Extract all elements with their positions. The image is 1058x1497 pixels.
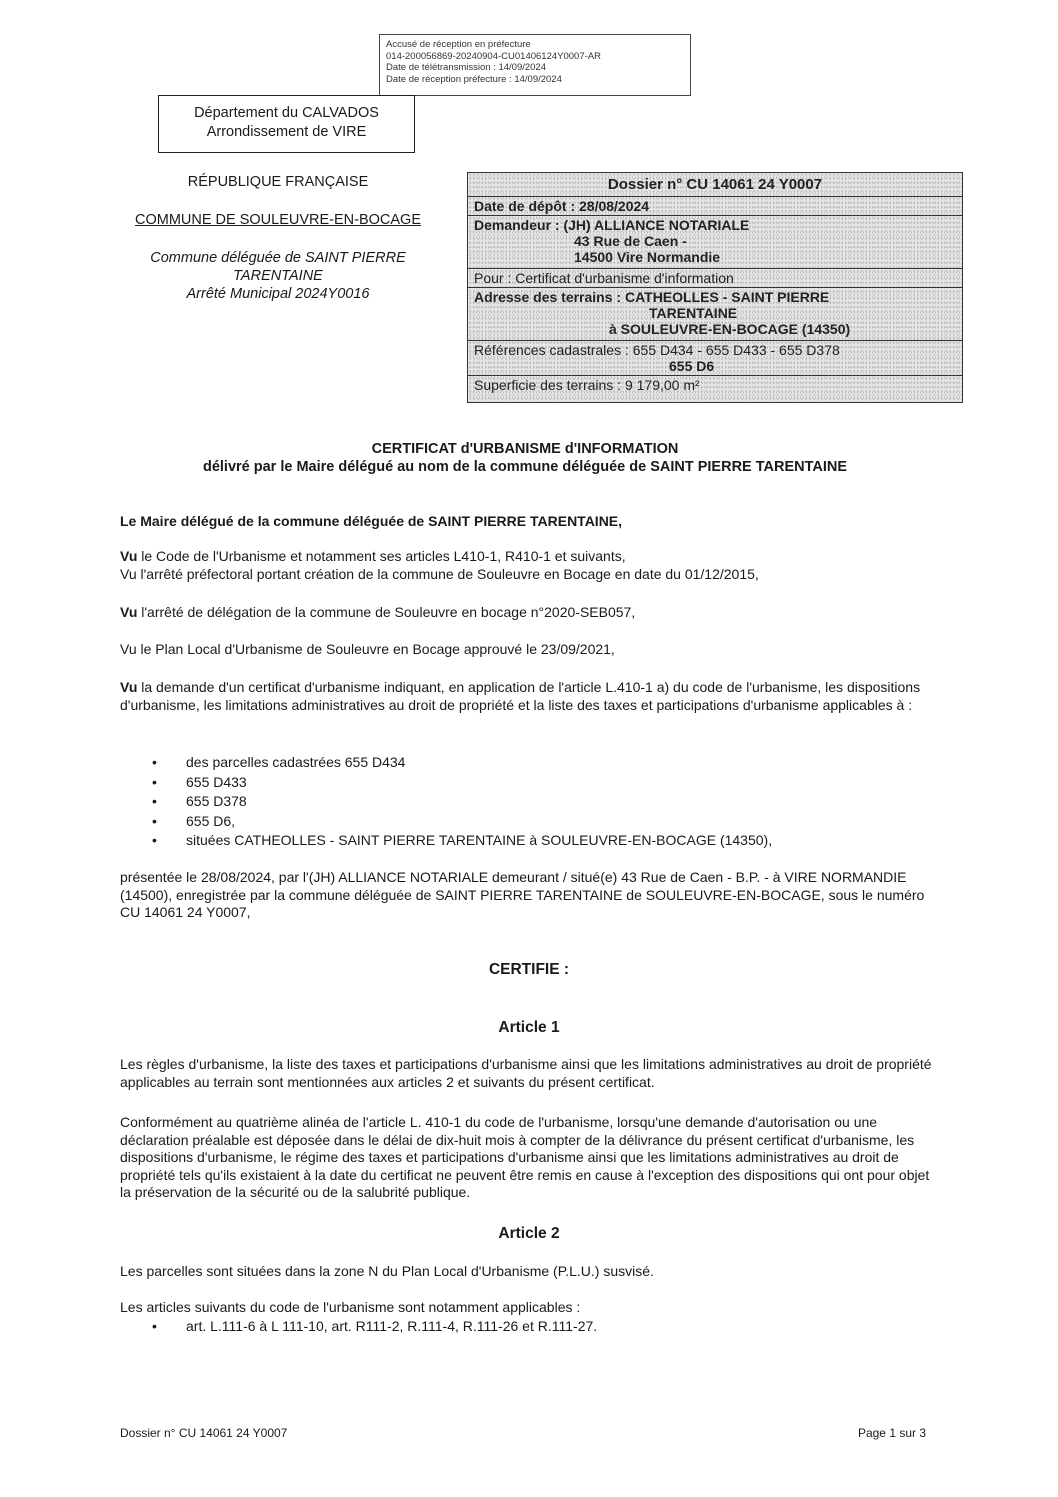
land-area: Superficie des terrains : 9 179,00 m² bbox=[474, 377, 700, 393]
vu-prefectoral-text: Vu l'arrêté préfectoral portant création de la commune de Souleuvre en Bocage en date du 01/12/2015, bbox=[120, 565, 759, 582]
delegated-commune-line: Commune déléguée de SAINT PIERRE bbox=[150, 250, 406, 266]
request-purpose: Pour : Certificat d'urbanisme d'information bbox=[468, 269, 962, 288]
article-2-paragraph-1: Les parcelles sont situées dans la zone N du Plan Local d'Urbanisme (P.L.U.) susvisé. bbox=[120, 1263, 654, 1279]
vu-delegation-block bbox=[120, 604, 932, 622]
arrondissement-name: Arrondissement de VIRE bbox=[206, 124, 367, 140]
list-item: • 655 D378 bbox=[150, 792, 930, 812]
certificate-subtitle-line: délivré par le Maire délégué au nom de la commune déléguée de SAINT PIERRE TARENTAINE bbox=[202, 459, 848, 475]
land-address-line: Adresse des terrains : CATHEOLLES - SAINT PIERRE bbox=[474, 289, 830, 305]
delegated-commune-block bbox=[118, 249, 438, 303]
vu-plu-text: Vu le Plan Local d'Urbanisme de Souleuvre en Bocage approuvé le 23/09/2021, bbox=[120, 641, 615, 657]
cadastral-refs-line: 655 D6 bbox=[669, 358, 715, 374]
list-item: • des parcelles cadastrées 655 D434 bbox=[150, 753, 930, 773]
stamp-line: Date de réception préfecture : 14/09/2024 bbox=[386, 73, 562, 85]
article-1-paragraph-1: Les règles d'urbanisme, la liste des taxes et participations d'urbanisme ainsi que les limitations administratives au droit de propriété applicables au terrain sont mentionnées aux articles 2 et suivants du présent certificat. bbox=[120, 1056, 932, 1090]
parcel-list bbox=[150, 753, 930, 851]
cadastral-refs-block bbox=[468, 341, 962, 376]
certifie-heading: CERTIFIE : bbox=[488, 961, 570, 978]
prefecture-receipt-stamp bbox=[379, 34, 691, 96]
land-address-line: TARENTAINE bbox=[649, 305, 738, 321]
applicant-name: Demandeur : (JH) ALLIANCE NOTARIALE bbox=[474, 217, 750, 233]
stamp-line: Date de télétransmission : 14/09/2024 bbox=[386, 62, 547, 73]
vu-code-text: le Code de l'Urbanisme et notamment ses articles L410-1, R410-1 et suivants, bbox=[137, 548, 626, 564]
vu-word: Vu bbox=[120, 548, 138, 564]
stamp-line: Accusé de réception en préfecture bbox=[386, 39, 531, 50]
deposit-date: Date de dépôt : 28/08/2024 bbox=[468, 197, 962, 216]
land-address-block bbox=[468, 288, 962, 341]
vu-code-block bbox=[120, 548, 932, 583]
footer-dossier-number: Dossier n° CU 14061 24 Y0007 bbox=[120, 1426, 288, 1440]
list-item: • 655 D6, bbox=[150, 812, 930, 832]
presentation-paragraph: présentée le 28/08/2024, par l'(JH) ALLIANCE NOTARIALE demeurant / situé(e) 43 Rue de Caen - B.P. - à VIRE NORMANDIE (14500), enregistrée par la commune déléguée de SAINT PIERRE TARENTAINE de SOULEUVRE-EN-BOCAGE, sous le numéro CU 14061 24 Y0007, bbox=[120, 869, 925, 920]
applicant-city: 14500 Vire Normandie bbox=[574, 249, 721, 265]
vu-request-text: la demande d'un certificat d'urbanisme indiquant, en application de l'article L.410-1 a) du code de l'urbanisme, les dispositions d'urbanisme, les limitations administratives au droit de propriété et la liste des taxes et participations d'urbanisme applicables à : bbox=[120, 679, 921, 713]
dossier-box bbox=[467, 172, 963, 403]
article-2-paragraph-2: Les articles suivants du code de l'urbanisme sont notamment applicables : bbox=[120, 1299, 581, 1315]
vu-word: Vu bbox=[120, 604, 138, 620]
delegated-commune-line: TARENTAINE bbox=[233, 268, 323, 284]
applicant-street: 43 Rue de Caen - bbox=[574, 233, 687, 249]
article-1-paragraph-2: Conformément au quatrième alinéa de l'article L. 410-1 du code de l'urbanisme, lorsqu'une demande d'autorisation ou une déclaration préalable est déposée dans le délai de dix-huit mois à compter de la délivrance du présent certificat d'urbanisme, les dispositions d'urbanisme, le régime des taxes et participations d'urbanisme ainsi que les limitations administratives au droit de propriété tels qu'ils existaient à la date du certificat ne peuvent être remis en cause à l'exception des dispositions qui ont pour objet la préservation de la sécurité ou de la salubrité publique. bbox=[120, 1114, 930, 1200]
mayor-intro: Le Maire délégué de la commune déléguée de SAINT PIERRE TARENTAINE, bbox=[120, 513, 623, 529]
stamp-line: 014-200056869-20240904-CU01406124Y0007-AR bbox=[386, 50, 601, 62]
commune-heading: COMMUNE DE SOULEUVRE-EN-BOCAGE bbox=[134, 212, 421, 228]
list-item: • situées CATHEOLLES - SAINT PIERRE TARENTAINE à SOULEUVRE-EN-BOCAGE (14350), bbox=[150, 831, 930, 851]
list-item: • art. L.111-6 à L 111-10, art. R111-2, R.111-4, R.111-26 et R.111-27. bbox=[150, 1317, 930, 1337]
list-item: • 655 D433 bbox=[150, 773, 930, 793]
vu-delegation-text: l'arrêté de délégation de la commune de Souleuvre en bocage n°2020-SEB057, bbox=[137, 604, 636, 620]
department-box bbox=[158, 95, 415, 153]
article-2-list bbox=[150, 1317, 930, 1337]
certificate-title-line: CERTIFICAT d'URBANISME d'INFORMATION bbox=[371, 441, 679, 457]
applicant-block bbox=[468, 216, 962, 269]
cadastral-refs-line: Références cadastrales : 655 D434 - 655 D433 - 655 D378 bbox=[474, 342, 840, 358]
article-1-heading: Article 1 bbox=[498, 1019, 560, 1036]
footer-page-number: Page 1 sur 3 bbox=[857, 1426, 926, 1440]
vu-word: Vu bbox=[120, 679, 138, 695]
municipal-decree: Arrêté Municipal 2024Y0016 bbox=[186, 286, 370, 302]
article-2-heading: Article 2 bbox=[498, 1225, 560, 1242]
land-address-line: à SOULEUVRE-EN-BOCAGE (14350) bbox=[609, 321, 851, 337]
dossier-number: Dossier n° CU 14061 24 Y0007 bbox=[468, 173, 962, 197]
certificate-title bbox=[100, 440, 950, 476]
vu-request-block bbox=[120, 679, 932, 714]
republic-heading: RÉPUBLIQUE FRANÇAISE bbox=[187, 174, 369, 190]
department-name: Département du CALVADOS bbox=[194, 105, 379, 121]
